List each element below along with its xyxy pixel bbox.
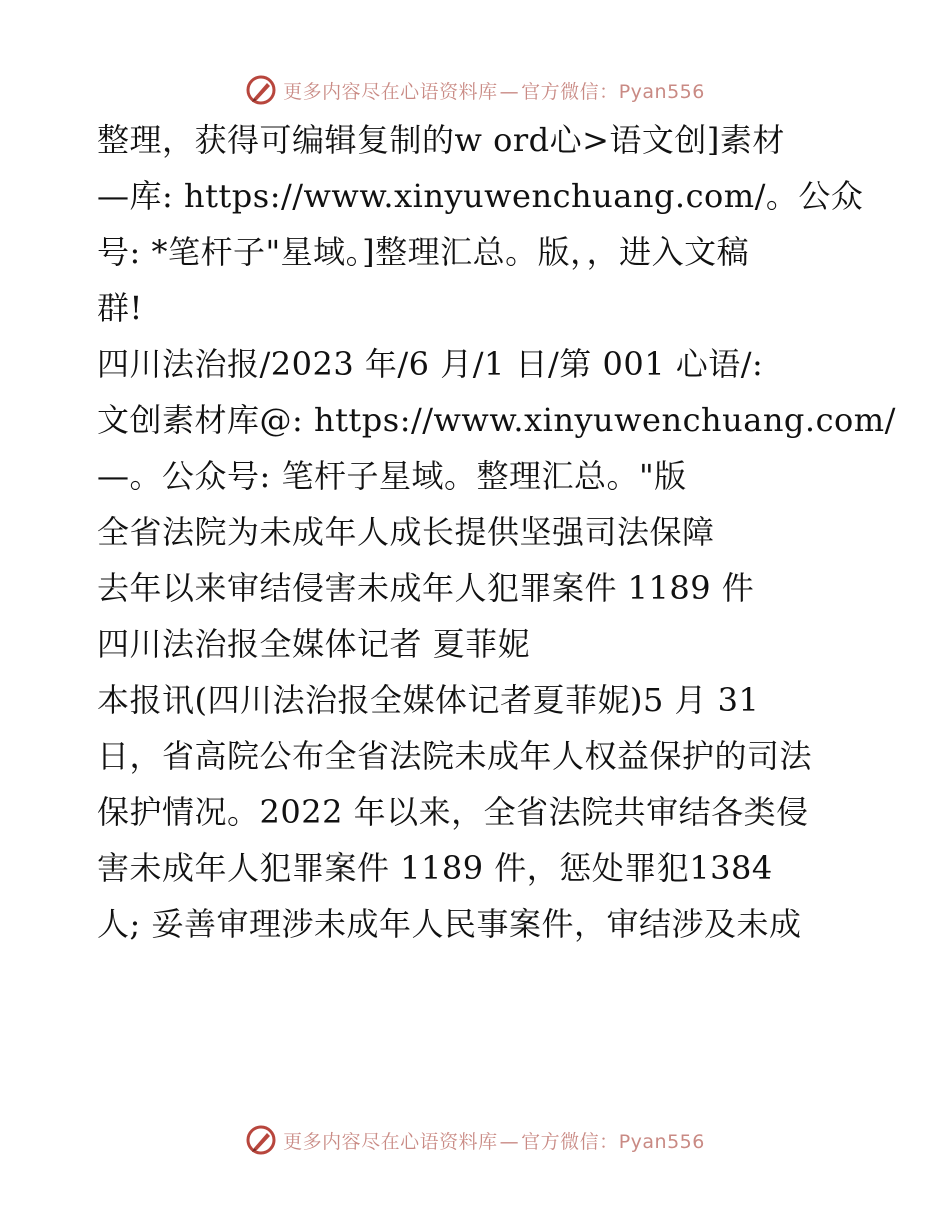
header-banner-title: 更多内容尽在心语资料库 xyxy=(283,80,498,103)
body-line: 保护情况。2022 年以来，全省法院共审结各类侵 xyxy=(97,793,809,831)
body-line: 群! xyxy=(97,289,143,327)
body-line: 害未成年人犯罪案件 1189 件，惩处罪犯1384 xyxy=(97,849,773,887)
header-banner-separator: — xyxy=(499,80,520,103)
header-banner-wechat: Pyan556 xyxy=(618,80,705,103)
pen-logo-icon xyxy=(245,1124,277,1156)
footer-banner-separator: — xyxy=(499,1130,520,1153)
footer-banner-wechat: Pyan556 xyxy=(618,1130,705,1153)
body-line: 整理，获得可编辑复制的w ord心>语文创]素材 xyxy=(97,121,785,159)
header-banner-text xyxy=(283,77,705,104)
body-line: 人; 妥善审理涉未成年人民事案件，审结涉及未成 xyxy=(97,905,802,943)
body-line: —库: https://www.xinyuwenchuang.com/。公众 xyxy=(97,177,864,215)
footer-banner-text xyxy=(283,1127,705,1154)
article-headline: 全省法院为未成年人成长提供坚强司法保障 xyxy=(97,513,715,551)
article-subheadline: 去年以来审结侵害未成年人犯罪案件 1189 件 xyxy=(97,569,755,607)
header-banner-official: 官方微信： xyxy=(521,80,619,103)
body-line: 本报讯(四川法治报全媒体记者夏菲妮)5 月 31 xyxy=(97,681,760,719)
body-line: 日，省高院公布全省法院未成年人权益保护的司法 xyxy=(97,737,813,775)
pen-logo-icon xyxy=(245,74,277,106)
body-line: —。公众号: 笔杆子星域。整理汇总。"版 xyxy=(97,457,687,495)
body-line: 号: *笔杆子"星域。]整理汇总。版，，进入文稿 xyxy=(97,233,750,271)
header-banner xyxy=(0,70,950,110)
body-line: 文创素材库@: https://www.xinyuwenchuang.com/ xyxy=(97,401,896,439)
footer-banner-official: 官方微信： xyxy=(521,1130,619,1153)
footer-banner-title: 更多内容尽在心语资料库 xyxy=(283,1130,498,1153)
article-byline: 四川法治报全媒体记者 夏菲妮 xyxy=(97,625,531,663)
footer-banner xyxy=(0,1120,950,1160)
document-body xyxy=(97,120,896,960)
body-line: 四川法治报/2023 年/6 月/1 日/第 001 心语/: xyxy=(97,345,764,383)
